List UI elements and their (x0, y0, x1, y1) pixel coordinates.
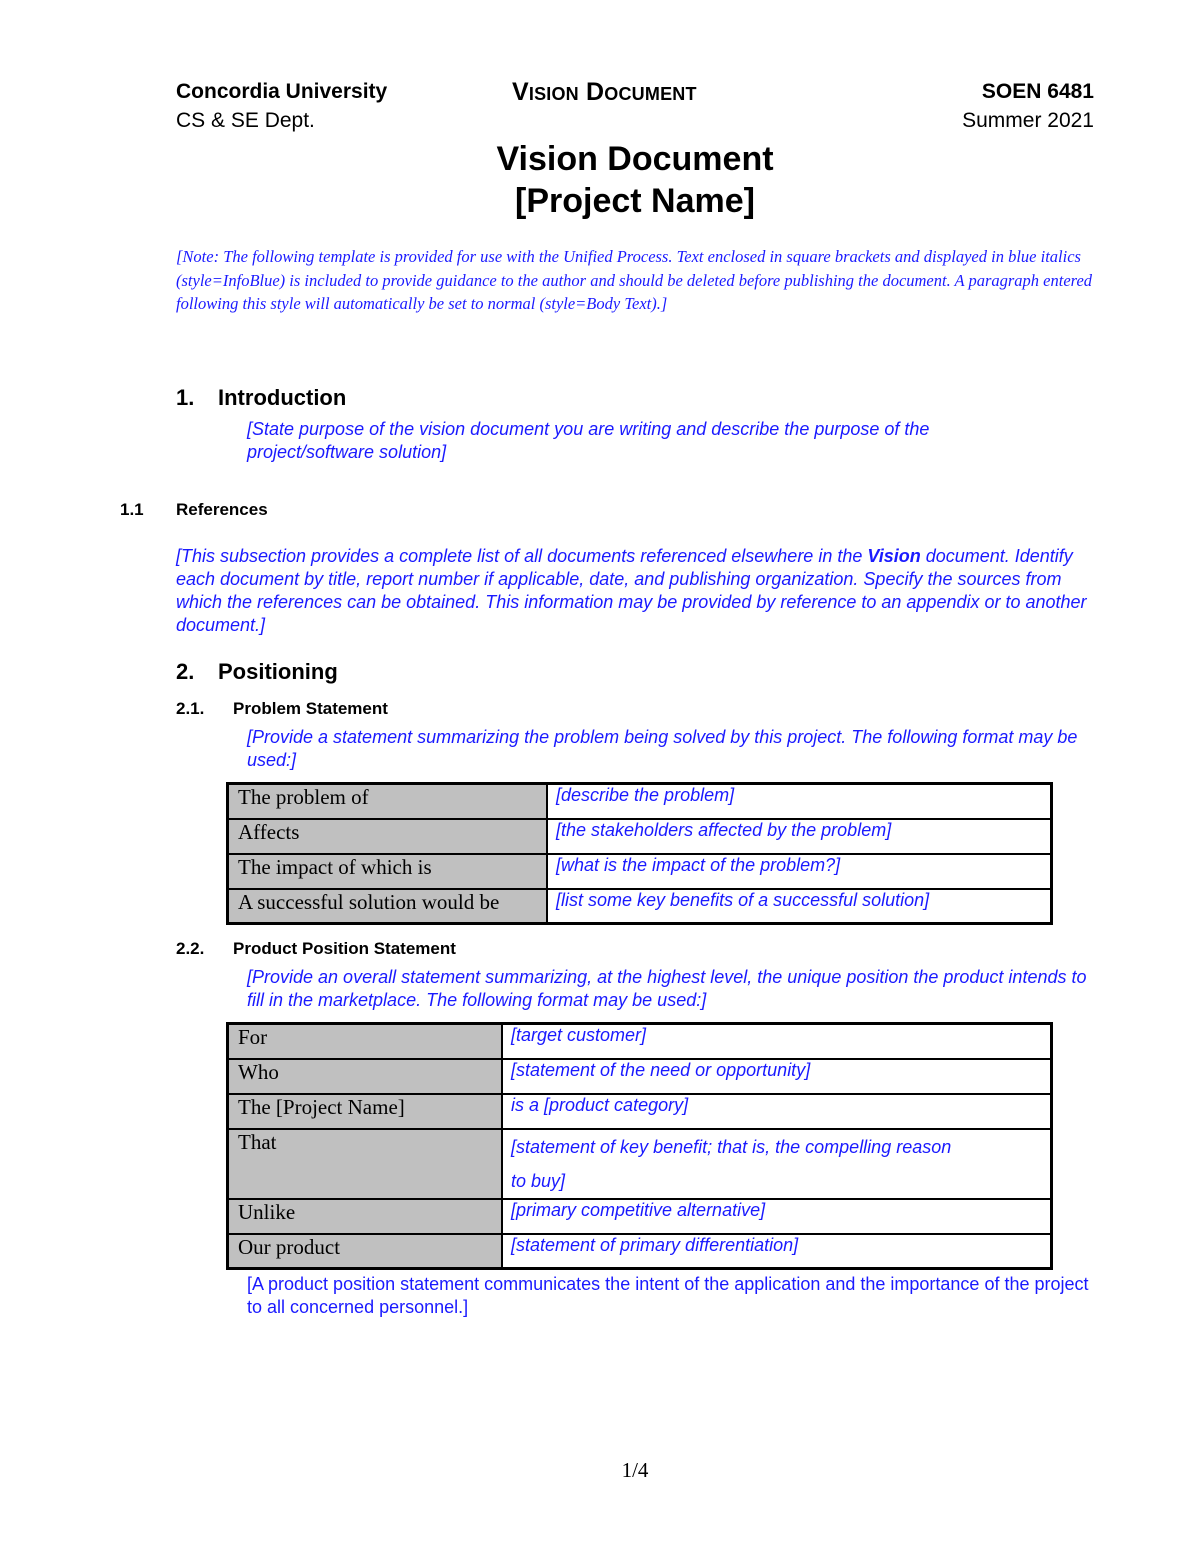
refs-text-pre: [This subsection provides a complete list of all documents referenced elsewhere in the (176, 546, 868, 566)
header-term: Summer 2021 (962, 109, 1094, 132)
section-1-title: Introduction (218, 385, 347, 410)
doc-subtitle: [Project Name] (515, 182, 755, 220)
table-row (228, 1024, 1052, 1059)
product-footer-text: [A product position statement communicates the intent of the application and the importance of the project to all concerned personnel.] (247, 1274, 1089, 1317)
refs-text-post: document. Identify each document by title, report number if applicable, date, and publishing organization. Specify the sources from which the references can be obtained. This information may be provided by reference to an appendix or to another document.] (176, 546, 1087, 635)
position-label: Our product (228, 1234, 503, 1269)
problem-value: [list some key benefits of a successful solution] (547, 889, 1052, 924)
problem-label: The problem of (228, 784, 548, 819)
section-2-1-title: Problem Statement (233, 699, 388, 718)
header-doc-type: Vision Document (512, 78, 697, 106)
section-2-number: 2. (176, 659, 195, 684)
problem-statement-table (226, 782, 1053, 925)
table-row (228, 1094, 1052, 1129)
table-row (228, 819, 1052, 854)
product-position-table (226, 1022, 1053, 1270)
header-department: CS & SE Dept. (176, 109, 315, 132)
doc-title: Vision Document (496, 140, 774, 178)
position-value: [statement of the need or opportunity] (502, 1059, 1052, 1094)
section-1-1-text (176, 545, 1096, 637)
position-value: [primary competitive alternative] (502, 1199, 1052, 1234)
template-note: [Note: The following template is provided for use with the Unified Process. Text enclosed in square brackets and displayed in blue italics (style=InfoBlue) is included to provide guidance to the author and should be deleted before publishing the document. A paragraph entered following this style will automatically be set to normal (style=Body Text).] (176, 247, 1093, 313)
problem-value: [what is the impact of the problem?] (547, 854, 1052, 889)
section-1-1-title: References (176, 500, 268, 519)
position-value (502, 1129, 1052, 1199)
header-course: SOEN 6481 (981, 80, 1094, 103)
position-label: The [Project Name] (228, 1094, 503, 1129)
position-value: is a [product category] (502, 1094, 1052, 1129)
section-2-2-text: [Provide an overall statement summarizing, at the highest level, the unique position the product intends to fill in the marketplace. The following format may be used:] (247, 967, 1087, 1010)
section-1-1-number: 1.1 (120, 500, 144, 519)
position-label: That (228, 1129, 503, 1199)
position-label: Unlike (228, 1199, 503, 1234)
problem-label: A successful solution would be (228, 889, 548, 924)
table-row (228, 1234, 1052, 1269)
table-row (228, 784, 1052, 819)
section-2-1-number: 2.1. (176, 699, 205, 718)
section-2-title: Positioning (218, 659, 338, 684)
position-value: [target customer] (502, 1024, 1052, 1059)
problem-label: The impact of which is (228, 854, 548, 889)
table-row (228, 854, 1052, 889)
problem-value: [the stakeholders affected by the problem] (547, 819, 1052, 854)
table-row (228, 1059, 1052, 1094)
section-2-1-text: [Provide a statement summarizing the problem being solved by this project. The following format may be used:] (247, 727, 1078, 770)
refs-text-bold: Vision (867, 546, 921, 566)
position-value: [statement of primary differentiation] (502, 1234, 1052, 1269)
header-university: Concordia University (176, 80, 388, 103)
position-label: For (228, 1024, 503, 1059)
table-row (228, 1129, 1052, 1199)
section-1-number: 1. (176, 385, 195, 410)
problem-label: Affects (228, 819, 548, 854)
table-row (228, 1199, 1052, 1234)
table-row (228, 889, 1052, 924)
section-1-text: [State purpose of the vision document you are writing and describe the purpose of the project/software solution] (247, 419, 930, 462)
problem-value: [describe the problem] (547, 784, 1052, 819)
section-2-2-number: 2.2. (176, 939, 205, 958)
section-2-2-title: Product Position Statement (233, 939, 456, 958)
position-value-line1: [statement of key benefit; that is, the compelling reason (511, 1136, 952, 1157)
position-label: Who (228, 1059, 503, 1094)
position-value-line2: to buy] (511, 1170, 566, 1191)
page-number: 1/4 (621, 1458, 649, 1482)
